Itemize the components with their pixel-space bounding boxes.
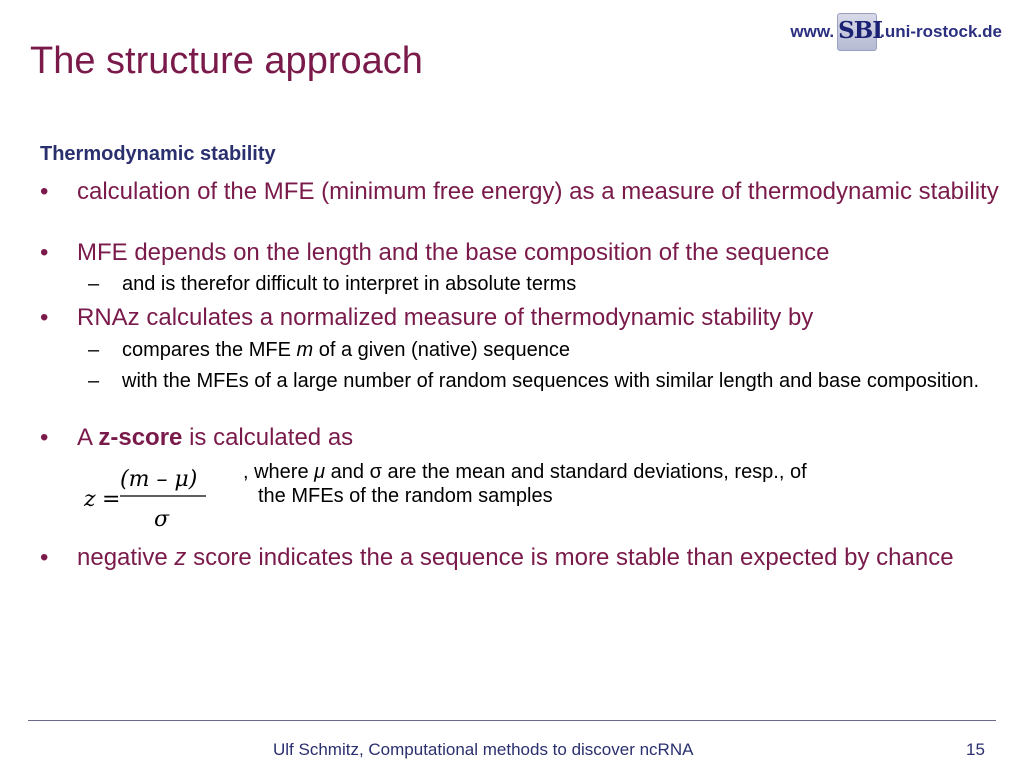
formula-denominator: σ <box>154 507 170 532</box>
page-number: 15 <box>966 740 985 759</box>
logo-suffix: .uni-rostock.de <box>880 22 1002 41</box>
formula-note-pre: , where <box>243 461 315 483</box>
sbi-logo[interactable] <box>790 12 1002 52</box>
bullet-text-post: is calculated as <box>182 424 354 451</box>
bullet-text <box>77 425 1000 451</box>
variable-mu: μ <box>314 461 326 483</box>
sub-bullet-text: and is therefor difficult to interpret in absolute terms <box>122 273 577 295</box>
dash-marker: – <box>88 339 100 361</box>
formula-numerator: (m – μ) <box>120 467 198 492</box>
bullet-text: calculation of the MFE (minimum free energy) as a measure of thermodynamic stability <box>77 178 999 205</box>
formula-explanation <box>243 460 993 508</box>
formula-note-mid: and σ are the mean and standard deviations, resp., of <box>325 461 807 483</box>
z-score-term: z-score <box>98 424 183 451</box>
footer-divider <box>28 720 996 721</box>
dash-marker: – <box>88 370 100 392</box>
bullet-marker: • <box>40 239 49 266</box>
bullet-text: RNAz calculates a normalized measure of thermodynamic stability by <box>77 304 814 331</box>
bullet-text-post: score indicates the a sequence is more stable than expected by chance <box>186 544 954 571</box>
bullet-marker: • <box>40 544 49 571</box>
formula-lhs: z <box>84 487 96 512</box>
bullet-item <box>40 545 1000 571</box>
bullet-marker: • <box>40 178 49 205</box>
logo-badge-text: SBI <box>838 17 882 44</box>
bullet-item <box>40 179 1000 205</box>
z-score-formula <box>82 460 222 536</box>
variable-z: z <box>174 544 187 571</box>
subheading: Thermodynamic stability <box>40 143 276 165</box>
sub-bullet-text: with the MFEs of a large number of random sequences with similar length and base composition. <box>122 370 980 392</box>
sub-bullet-item <box>88 273 988 296</box>
bullet-marker: • <box>40 424 49 451</box>
bullet-item <box>40 425 1000 451</box>
variable-m: m <box>296 339 314 361</box>
bullet-text-pre: negative <box>77 544 175 571</box>
bullet-item <box>40 240 1000 266</box>
sub-bullet-text <box>122 339 988 362</box>
sub-bullet-item <box>88 370 988 393</box>
bullet-text-pre: A <box>77 424 99 451</box>
bullet-text: MFE depends on the length and the base composition of the sequence <box>77 239 830 266</box>
sub-bullet-text-post: of a given (native) sequence <box>313 339 571 361</box>
dash-marker: – <box>88 273 100 295</box>
formula-equals: = <box>102 487 121 512</box>
sub-bullet-text-pre: compares the MFE <box>122 339 297 361</box>
bullet-item <box>40 305 1000 331</box>
sbi-badge-icon <box>837 13 882 51</box>
sub-bullet-item <box>88 339 988 362</box>
bullet-marker: • <box>40 304 49 331</box>
bullet-text <box>77 545 1000 571</box>
slide-title: The structure approach <box>30 40 423 82</box>
footer-text: Ulf Schmitz, Computational methods to discover ncRNA <box>273 740 694 759</box>
logo-prefix: www. <box>790 22 835 41</box>
formula-note-cont: the MFEs of the random samples <box>258 485 553 507</box>
